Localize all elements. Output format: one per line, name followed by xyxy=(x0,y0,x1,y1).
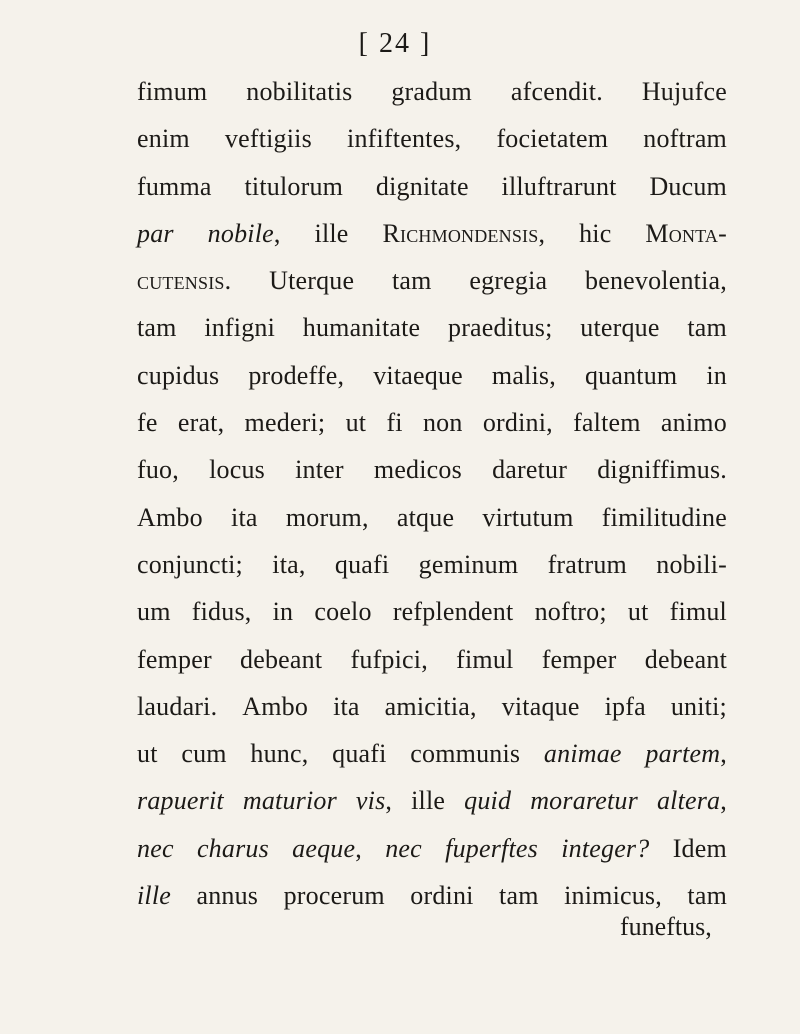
text-line xyxy=(137,218,727,265)
word xyxy=(137,265,231,312)
word: faltem xyxy=(573,408,641,438)
word: coelo xyxy=(314,597,372,627)
word: tam xyxy=(392,266,432,296)
word: Richmondensis xyxy=(382,218,539,248)
word: morum, xyxy=(285,502,369,532)
word: animo xyxy=(660,408,727,438)
text-line xyxy=(137,76,727,123)
word: annus xyxy=(196,881,259,911)
word: tam xyxy=(137,313,177,343)
word xyxy=(208,218,281,265)
word: , xyxy=(385,786,393,816)
word: femper xyxy=(137,644,212,674)
word: fimilitudine xyxy=(601,502,727,532)
word: nobilitatis xyxy=(246,77,353,106)
catchword: funeftus, xyxy=(620,912,712,941)
word: fimum xyxy=(137,77,208,106)
word: partem xyxy=(645,739,721,769)
word: ut xyxy=(137,739,158,769)
word: debeant xyxy=(644,644,727,674)
word: communis xyxy=(410,739,521,769)
word: vitaeque xyxy=(373,360,463,390)
word: par xyxy=(137,218,174,248)
word: prodeffe, xyxy=(248,360,345,390)
word xyxy=(657,785,727,832)
word: ordini xyxy=(410,881,474,911)
word: procerum xyxy=(283,881,385,911)
word: maturior xyxy=(242,786,337,816)
word: focietatem xyxy=(496,124,609,154)
word: , xyxy=(355,833,362,863)
text-line xyxy=(137,502,727,549)
word: gradum xyxy=(391,77,472,106)
word: ? xyxy=(636,833,650,863)
word: quafi xyxy=(332,739,387,769)
word: animae xyxy=(543,739,622,769)
word: ille xyxy=(411,786,446,816)
word: ut xyxy=(627,597,649,627)
word: uniti; xyxy=(670,691,727,721)
word: , xyxy=(273,218,281,248)
word: humanitate xyxy=(302,313,421,343)
word: ita, xyxy=(272,549,306,579)
word: ille xyxy=(137,881,172,911)
text-line xyxy=(137,265,727,312)
word: hunc, xyxy=(250,739,309,769)
text-line xyxy=(137,360,727,407)
word: integer xyxy=(561,833,637,863)
word: ipfa xyxy=(604,691,646,721)
word xyxy=(561,833,649,880)
word: Monta- xyxy=(645,218,727,248)
word: Ambo xyxy=(137,502,203,532)
text-line xyxy=(137,123,727,170)
word: locus xyxy=(209,455,265,485)
word: dignitate xyxy=(375,171,469,201)
word: virtutum xyxy=(482,502,574,532)
word: benevolentia, xyxy=(585,266,727,296)
word: femper xyxy=(541,644,617,674)
word: Ducum xyxy=(649,171,727,201)
word: fimul xyxy=(669,597,727,627)
word: refplendent xyxy=(392,597,514,627)
word: afcendit. xyxy=(510,77,603,106)
text-line xyxy=(137,549,727,596)
word: charus xyxy=(196,833,269,863)
word: praeditus; xyxy=(448,313,553,343)
word: moraretur xyxy=(530,786,638,816)
word: fuperftes xyxy=(445,833,538,863)
word: illuftrarunt xyxy=(501,171,617,201)
text-line xyxy=(137,691,727,738)
word: quafi xyxy=(334,549,390,579)
word: vis xyxy=(355,786,386,816)
word: tam xyxy=(687,313,727,343)
word: nec xyxy=(137,833,174,863)
word: nobili- xyxy=(656,549,727,579)
word: infiftentes, xyxy=(347,124,462,154)
word xyxy=(356,785,392,832)
word: quid xyxy=(464,786,512,816)
word: fimul xyxy=(456,644,514,674)
word: atque xyxy=(396,502,455,532)
word xyxy=(382,218,545,265)
word: inter xyxy=(295,455,344,485)
word: daretur xyxy=(492,455,568,485)
text-line xyxy=(137,171,727,218)
text-line xyxy=(137,833,727,880)
word: fe xyxy=(137,408,158,438)
word: in xyxy=(272,597,294,627)
text-line xyxy=(137,738,727,785)
text-line xyxy=(137,312,727,359)
word: nobile xyxy=(207,218,274,248)
word: uterque xyxy=(580,313,660,343)
word: in xyxy=(706,360,727,390)
word: . xyxy=(224,266,232,296)
word: ut xyxy=(345,408,367,438)
word: nec xyxy=(385,833,422,863)
word xyxy=(292,833,362,880)
word: cupidus xyxy=(137,360,220,390)
word: tam xyxy=(687,881,727,911)
word: , xyxy=(720,786,727,816)
word: Ambo xyxy=(242,691,309,721)
word: fi xyxy=(386,408,403,438)
page-number: [ 24 ] xyxy=(358,28,432,59)
word: ; xyxy=(599,597,607,627)
word: malis, xyxy=(491,360,556,390)
word xyxy=(535,596,607,643)
word: cum xyxy=(181,739,227,769)
word: noftro xyxy=(534,597,600,627)
word: medicos xyxy=(373,455,462,485)
word: non xyxy=(422,408,463,438)
word: fratrum xyxy=(547,549,627,579)
word: ita xyxy=(231,502,258,532)
text-line xyxy=(137,407,727,454)
body-text xyxy=(137,76,727,927)
text-line xyxy=(137,596,727,643)
word: geminum xyxy=(418,549,519,579)
word: um xyxy=(137,597,171,627)
word: aeque xyxy=(292,833,356,863)
word: vitaque xyxy=(501,691,580,721)
word: mederi; xyxy=(244,408,326,438)
word: inimicus, xyxy=(564,881,662,911)
word: titulorum xyxy=(244,171,344,201)
word: Idem xyxy=(672,833,727,863)
word: quantum xyxy=(584,360,678,390)
word: ille xyxy=(314,218,349,248)
word xyxy=(645,738,727,785)
word: erat, xyxy=(177,408,225,438)
text-line xyxy=(137,785,727,832)
word: digniffimus. xyxy=(597,455,727,485)
word: egregia xyxy=(469,266,548,296)
text-line xyxy=(137,454,727,501)
word: Uterque xyxy=(269,266,355,296)
word: fufpici, xyxy=(350,644,428,674)
word: fumma xyxy=(137,171,212,201)
word: , xyxy=(538,218,546,248)
word: fuo, xyxy=(137,455,179,485)
text-line xyxy=(137,644,727,691)
word: Hujufce xyxy=(641,77,727,106)
word: fidus, xyxy=(191,597,252,627)
word: rapuerit xyxy=(137,786,224,816)
word: , xyxy=(720,739,727,769)
word: cutensis xyxy=(137,266,225,296)
word: noftram xyxy=(643,124,727,154)
word: tam xyxy=(499,881,539,911)
word: amicitia, xyxy=(384,691,477,721)
word: infigni xyxy=(204,313,276,343)
word: laudari. xyxy=(137,691,218,721)
word: ita xyxy=(333,691,360,721)
word: conjuncti; xyxy=(137,549,243,579)
word: debeant xyxy=(240,644,323,674)
word: hic xyxy=(579,218,612,248)
word: altera xyxy=(656,786,721,816)
word: enim xyxy=(137,124,190,154)
word: ordini, xyxy=(482,408,553,438)
word: veftigiis xyxy=(224,124,312,154)
